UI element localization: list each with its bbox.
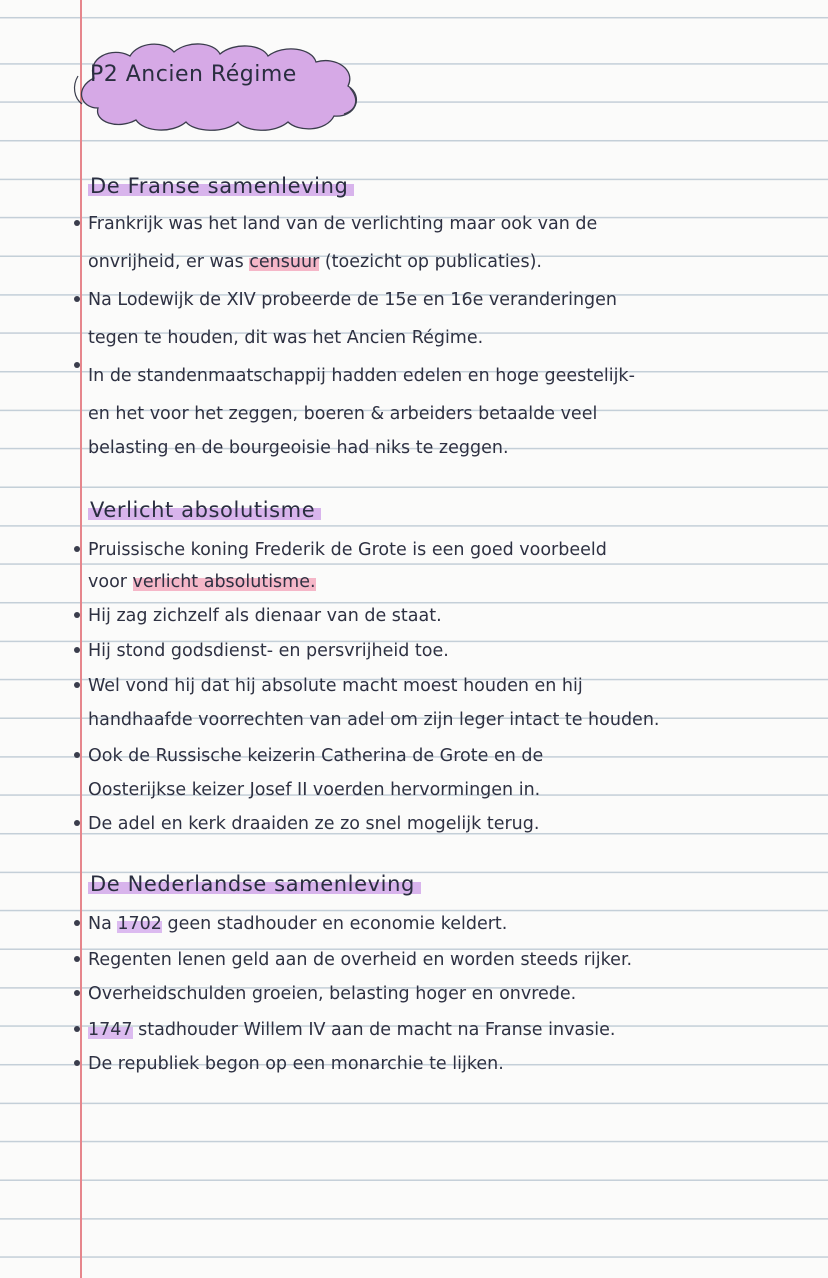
bullet-point [74, 990, 80, 996]
note-line: In de standenmaatschappij hadden edelen en hoge geestelijk- [88, 366, 635, 386]
note-line: Ook de Russische keizerin Catherina de Grote en de [88, 746, 544, 766]
bullet-point [74, 682, 80, 688]
note-line: Regenten lenen geld aan de overheid en worden steeds rijker. [88, 950, 633, 970]
note-line [88, 912, 507, 936]
margin-line [80, 0, 82, 1278]
bullet-point [74, 296, 80, 302]
note-text: onvrijheid, er was [88, 252, 244, 272]
note-line: Na Lodewijk de XIV probeerde de 15e en 16e veranderingen [88, 290, 618, 310]
note-text: (toezicht op publicaties). [324, 252, 542, 272]
note-text: geen stadhouder en economie keldert. [167, 914, 508, 934]
note-line [88, 1018, 615, 1042]
highlighted-year: 1702 [117, 914, 162, 934]
highlighted-year: 1747 [88, 1020, 133, 1040]
note-line: en het voor het zeggen, boeren & arbeiders betaalde veel [88, 404, 598, 424]
chapter-title: P2 Ancien Régime [90, 62, 297, 87]
bullet-point [74, 362, 80, 368]
bullet-point [74, 956, 80, 962]
note-line: Frankrijk was het land van de verlichting maar ook van de [88, 214, 598, 234]
note-line: Overheidschulden groeien, belasting hoger en onvrede. [88, 984, 577, 1004]
note-line: Oosterijkse keizer Josef II voerden hervormingen in. [88, 780, 541, 800]
note-line: belasting en de bourgeoisie had niks te zeggen. [88, 438, 509, 458]
note-line: Hij stond godsdienst- en persvrijheid toe. [88, 641, 449, 661]
note-line: Hij zag zichzelf als dienaar van de staat. [88, 606, 442, 626]
highlighted-term: censuur [249, 252, 320, 272]
section-title-verlicht-absolutisme: Verlicht absolutisme [88, 498, 321, 522]
note-line [88, 250, 542, 274]
note-text: Na [88, 914, 112, 934]
note-line: Pruissische koning Frederik de Grote is een goed voorbeeld [88, 540, 607, 560]
note-line: De adel en kerk draaiden ze zo snel mogelijk terug. [88, 814, 540, 834]
bullet-point [74, 612, 80, 618]
note-line: De republiek begon op een monarchie te lijken. [88, 1054, 504, 1074]
bullet-point [74, 647, 80, 653]
section-title-nederlandse-samenleving: De Nederlandse samenleving [88, 872, 421, 896]
highlighted-term: verlicht absolutisme. [132, 572, 316, 592]
note-line: tegen te houden, dit was het Ancien Régime. [88, 328, 484, 348]
bullet-point [74, 920, 80, 926]
section-title-franse-samenleving: De Franse samenleving [88, 174, 354, 198]
note-text: voor [88, 572, 127, 592]
bullet-point [74, 220, 80, 226]
note-text: stadhouder Willem IV aan de macht na Franse invasie. [138, 1020, 616, 1040]
note-line [88, 570, 316, 594]
bullet-point [74, 820, 80, 826]
bullet-point [74, 1060, 80, 1066]
note-line: Wel vond hij dat hij absolute macht moest houden en hij [88, 676, 583, 696]
bullet-point [74, 1026, 80, 1032]
note-line: handhaafde voorrechten van adel om zijn leger intact te houden. [88, 710, 660, 730]
bullet-point [74, 752, 80, 758]
bullet-point [74, 546, 80, 552]
